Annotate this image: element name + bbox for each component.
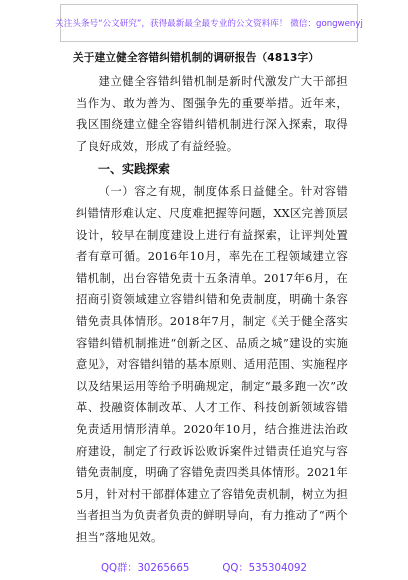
document-title: 关于建立健全容错纠错机制的调研报告（4813字） — [73, 52, 320, 64]
qq-group-text: QQ群：30265665 — [101, 563, 190, 574]
body-paragraph: （一）容之有规，制度体系日益健全。针对容错纠错情形难认定、尺度难把握等问题，XX区完善顶层设计，较早在制度建设上进行有益探索，让评判处置者有章可循。2016年10月，率先在工程领域建立容错机制，出台容错免责十五条清单。2017年6月，在招商引资领域建立容错纠错和免责制度，明确十条容错免责具体情形。2018年7月，制定《关于健全落实容错纠错机制推进“创新之区、品质之城”建设的实施意见》，对容错纠错的基本原则、适用范围、实施程序以及结果运用等给予明确规定，制定“最多跑一次”改革、投融资体制改革、人才工作、科技创新领域容错免责适用情形清单。2020年10月，结合推进法治政府建设，制定了行政诉讼败诉案件过错责任追究与容错免责制度，明确了容错免责四类具体情形。2021年5月，针对村干部群体建立了容错免责机制，树立为担当者担当为负责者负责的鲜明导向，有力推动了“两个担当”落地见效。 — [76, 185, 348, 544]
qq-number-text: QQ：535304092 — [222, 563, 307, 574]
section-heading: 一、实践探索 — [98, 162, 171, 177]
promo-banner — [55, 4, 363, 42]
document-body — [73, 50, 348, 548]
promo-banner-text: 关注头条号“公文研究”，获得最新最全最专业的公文资料库！ 微信：gongwenyj — [55, 19, 363, 29]
footer-contact — [0, 556, 408, 575]
intro-paragraph: 建立健全容错纠错机制是新时代激发广大干部担当作为、敢为善为、图强争先的重要举措。近年来，我区围绕建立健全容错纠错机制进行深入探索，取得了良好成效，形成了有益经验。 — [76, 75, 348, 153]
